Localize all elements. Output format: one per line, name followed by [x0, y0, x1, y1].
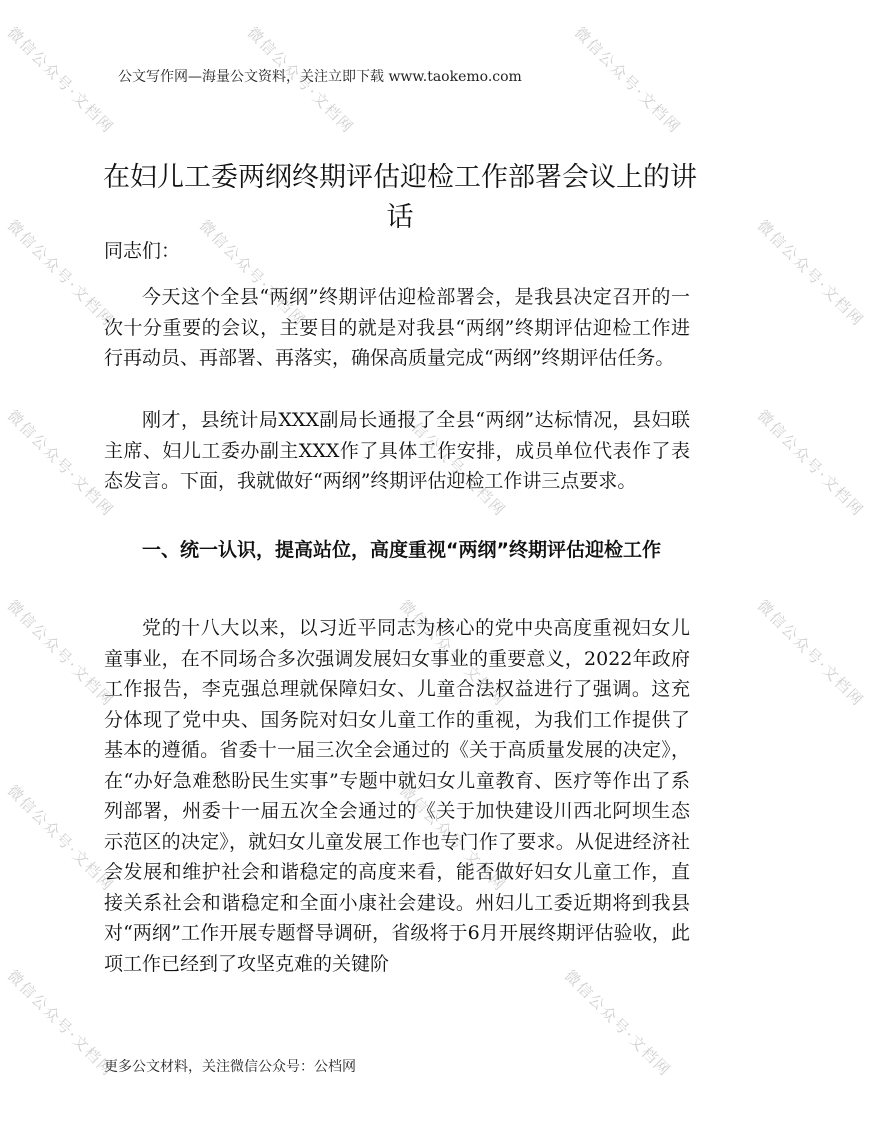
paragraph-2: 刚才，县统计局XXX副局长通报了全县“两纲”达标情况，县妇联主席、妇儿工委办副主XXX作了具体工作安排，成员单位代表作了表态发言。下面，我就做好“两纲”终期评估迎检工作讲三点要求。 [104, 409, 690, 492]
watermark-13: 微信公众号·文档网 [3, 781, 118, 896]
watermark-9: 微信公众号·文档网 [753, 406, 868, 521]
watermark-3: 微信公众号·文档网 [570, 23, 685, 138]
watermark-2: 微信公众号·文档网 [243, 23, 358, 138]
watermark-11: 微信公众号·文档网 [395, 596, 510, 711]
watermark-12: 微信公众号·文档网 [753, 596, 868, 711]
salutation: 同志们： [104, 240, 181, 262]
watermark-7: 微信公众号·文档网 [3, 406, 118, 521]
watermark-10: 微信公众号·文档网 [3, 596, 118, 711]
watermark-8: 微信公众号·文档网 [395, 406, 510, 521]
watermark-5: 微信公众号·文档网 [195, 216, 310, 331]
watermark-16: 微信公众号·文档网 [560, 966, 675, 1081]
watermark-15: 微信公众号·文档网 [3, 966, 118, 1081]
watermark-1: 微信公众号·文档网 [3, 23, 118, 138]
watermark-4: 微信公众号·文档网 [3, 216, 118, 331]
section-heading: 一、统一认识，提高站位，高度重视“两纲”终期评估迎检工作 [142, 539, 661, 561]
page-footer: 更多公文材料，关注微信公众号：公档网 [104, 1059, 356, 1075]
page-header: 公文写作网—海量公文资料，关注立即下载 www.taokemo.com [118, 69, 522, 85]
document-title: 在妇儿工委两纲终期评估迎检工作部署会议上的讲话 [103, 162, 697, 234]
paragraph-1: 今天这个全县“两纲”终期评估迎检部署会，是我县决定召开的一次十分重要的会议，主要目的就是对我县“两纲”终期评估迎检工作进行再动员、再部署、再落实，确保高质量完成“两纲”终期评估任务。 [104, 286, 690, 369]
section-paragraph: 党的十八大以来，以习近平同志为核心的党中央高度重视妇女儿童事业，在不同场合多次强调发展妇女事业的重要意义，2022年政府工作报告，李克强总理就保障妇女、儿童合法权益进行了强调。这充分体现了党中央、国务院对妇女儿童工作的重视，为我们工作提供了基本的遵循。省委十一届三次全会通过的《关于高质量发展的决定》，在“办好急难愁盼民生实事”专题中就妇女儿童教育、医疗等作出了系列部署，州委十一届五次全会通过的《关于加快建设川西北阿坝生态示范区的决定》，就妇女儿童发展工作也专门作了要求。从促进经济社会发展和维护社会和谐稳定的高度来看，能否做好妇女儿童工作，直接关系社会和谐稳定和全面小康社会建设。州妇儿工委近期将到我县对“两纲”工作开展专题督导调研，省级将于6月开展终期评估验收，此项工作已经到了攻坚克难的关键阶 [104, 617, 690, 975]
watermark-6: 微信公众号·文档网 [753, 216, 868, 331]
watermark-14: 微信公众号·文档网 [395, 781, 510, 896]
